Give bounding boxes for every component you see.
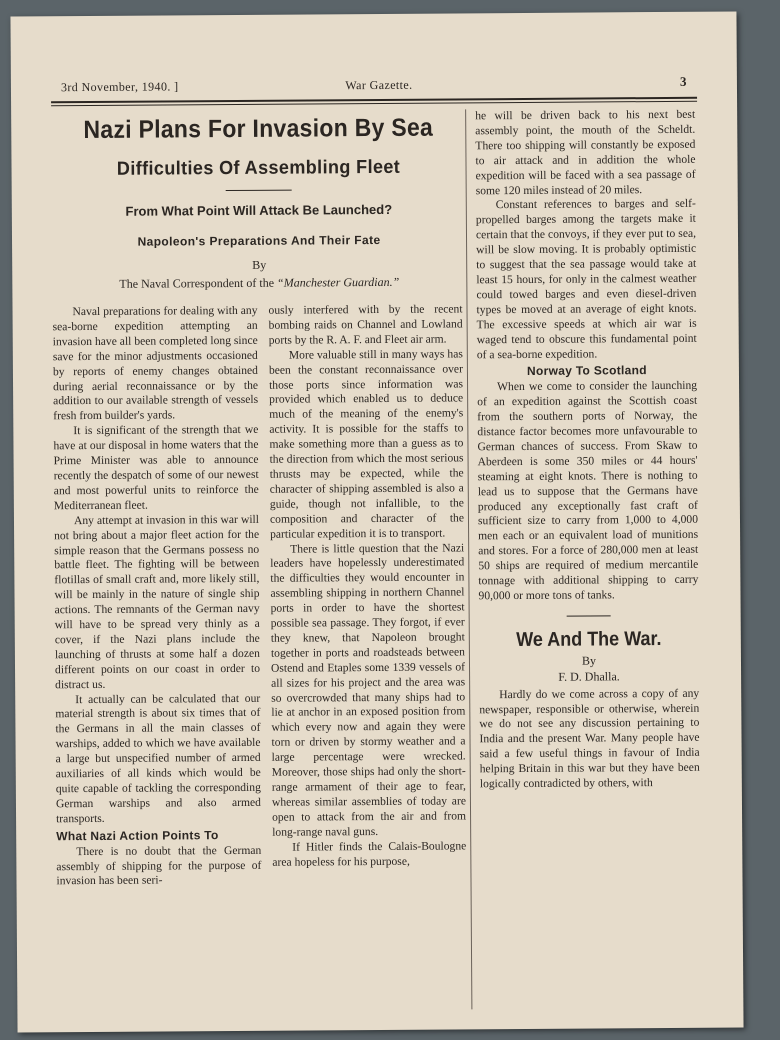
paragraph: More valuable still in many ways has been the constant reconnaissance over those ports since information was provided which enabled us to deduce much of the meaning of the enemy's activity. It is possible for the staffs to make something more than a guess as to the direction from which the most serious thrusts may be expected, while the character of shipping assembled is also a guide, though not infallible, to the composition and character of the particular expedition it is to transport. — [268, 347, 465, 541]
paragraph: Hardly do we come across a copy of any newspaper, responsible or otherwise, wherein we do not see any discussion pertaining to India and the present War. Many people have said a few useful things in favour of India helping Britain in this war but they have been logically contradicted by others, with — [479, 686, 700, 791]
correspondent-paper: “Manchester Guardian.” — [276, 274, 400, 290]
header-date: 3rd November, 1940. ] — [60, 79, 179, 95]
paragraph: Naval preparations for dealing with any sea-borne expedition attempting an invasion have all been completed long since save for the minor adjustments occasioned by reports of enemy changes obtained during aerial reconnaissance or by the addition to our available strength of vessels fresh from builder's yards. — [52, 303, 259, 423]
article-heading — [55, 113, 462, 292]
correspondent-prefix: The Naval Correspondent of the — [119, 275, 275, 291]
article-title: Nazi Plans For Invasion By Sea — [83, 113, 434, 145]
paragraph: he will be driven back to his next best assembly point, the mouth of the Scheldt. There too shipping will constantly be exposed to air attack and in addition the whole expedition will be faced with a sea passage of some 120 miles instead of 20 miles. — [475, 107, 696, 197]
paragraph: Any attempt at invasion in this war will not bring about a major fleet action for the simple reason that the Germans possess no battle fleet. The fighting will be between flotillas of small craft and, more likely still, will be mainly in the nature of single ship actions. The remnants of the German navy will have to be spread very thinly as a cover, if the Nazi plans include the launching of thrusts at some half a dozen different points on our coast in order to distract us. — [54, 512, 261, 691]
second-article-title: We And The War. — [516, 627, 662, 651]
second-article-by: By — [581, 653, 597, 668]
header-publication: War Gazette. — [345, 77, 413, 93]
article-deck-napoleon: Napoleon's Preparations And Their Fate — [137, 232, 381, 249]
paragraph: There is little question that the Nazi leaders have hopelessly underestimated the difficulties they would encounter in assembling shipping in northern Channel ports in order to have the shortest possible sea passage. They forgot, if ever they knew, that Napoleon brought together in ports and roadsteads between Ostend and Etaples some 1339 vessels of all sizes for his project and the area was so overcrowded that many ships had to lie at anchor in an exposed position from which every now and again they were torn or driven by stormy weather and a large percentage were wrecked. Moreover, those ships had only the short-range armament of their age to fear, whereas similar assemblies of today are open to attack from the air and from long-range naval guns. — [270, 540, 467, 839]
paragraph: It is significant of the strength that we have at our disposal in home waters that the Prime Minister was able to announce recently the despatch of some of our newest and most powerful units to reinforce the Mediterranean fleet. — [53, 423, 259, 513]
paragraph: ously interfered with by the recent bombing raids on Channel and Lowland ports by the R. A. F. and Fleet air arm. — [268, 302, 463, 347]
paragraph: There is no doubt that the German assembly of shipping for the purpose of invasion has been seri- — [56, 843, 262, 888]
byline-by: By — [252, 257, 267, 272]
section-rule — [567, 615, 611, 616]
article-subtitle: Difficulties Of Assembling Fleet — [116, 156, 401, 180]
paragraph: Constant references to barges and self-propelled barges among the targets make it certain that the convoys, if they ever put to sea, will be slow moving. It is probably optimistic to suggest that the sea passage would take at least 15 hours, for only in the calmest weather could towed barges and even diesel-driven types be moved at an average of eight knots. The excessive speeds at which air war is waged tend to obscure this fundamental point of a sea-borne expedition. — [475, 197, 697, 361]
newspaper-page — [10, 11, 743, 1032]
article-deck: From What Point Will Attack Be Launched? — [125, 201, 393, 219]
paragraph: It actually can be calculated that our material strength is about six times that of the Germans in all the main classes of warships, added to which we have available a large but unspecified number of armed auxiliaries of all kinds which would be quite capable of tackling the corresponding German warships and also armed transports. — [55, 691, 261, 826]
article-column-2 — [268, 302, 466, 870]
article-column-1 — [52, 304, 261, 890]
subhead-nazi-action: What Nazi Action Points To — [56, 827, 219, 843]
byline-correspondent — [56, 274, 462, 292]
second-article-author: F. D. Dhalla. — [558, 669, 620, 684]
subhead-norway-scotland: Norway To Scotland — [526, 363, 647, 379]
heading-rule — [226, 190, 292, 191]
article-column-3 — [475, 108, 700, 792]
paragraph: When we come to consider the launching of an expedition against the Scottish coast from the southern ports of Norway, the distance factor becomes more unfavourable to German chances of success. From Skaw to Aberdeen is some 350 miles or 44 hours' steaming at eight knots. There is nothing to lead us to suppose that the Germans have produced any exceptionally fast craft of sufficient size to carry from 1,000 to 4,000 men each or an equivalent load of munitions and stores. For a force of 280,000 men at least 50 ships are required of medium mercantile tonnage with additional shipping to carry 90,000 or more tons of tanks. — [477, 379, 699, 603]
column-divider — [465, 109, 472, 1009]
paragraph: If Hitler finds the Calais-Boulogne area hopeless for his purpose, — [272, 839, 467, 869]
header-page-number: 3 — [679, 73, 687, 89]
